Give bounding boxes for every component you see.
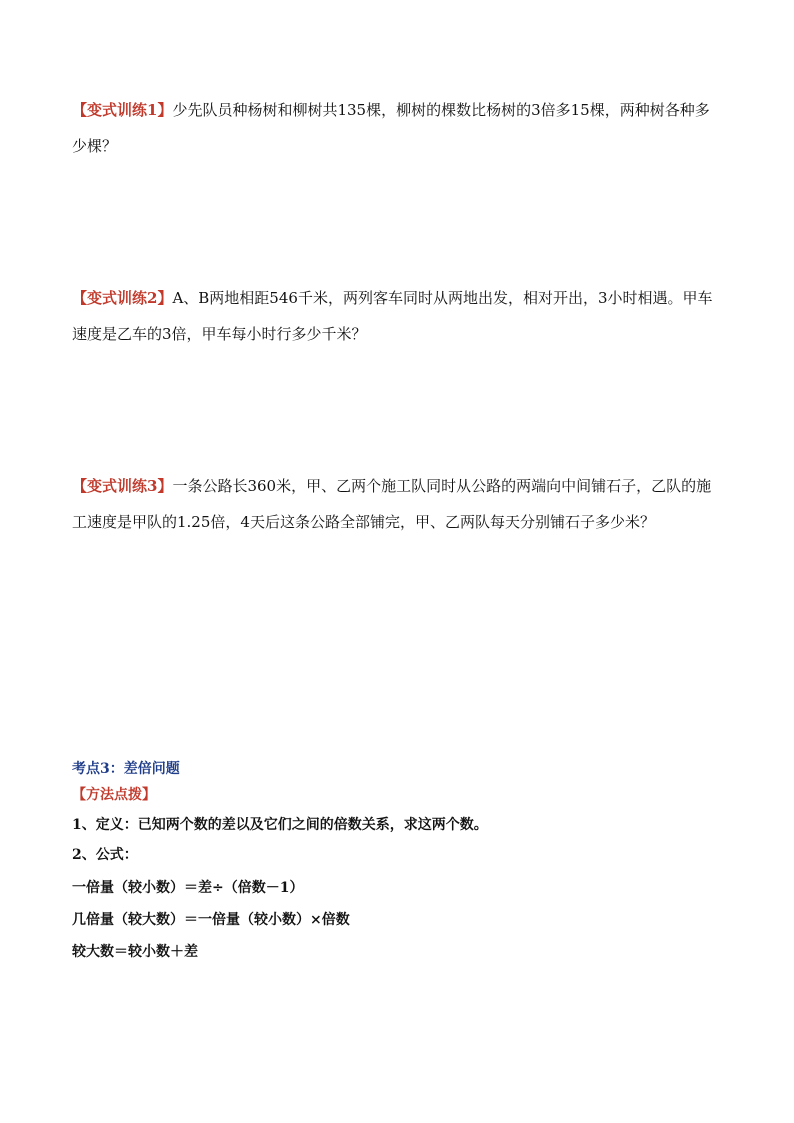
formula-line-2: 几倍量（较大数）＝一倍量（较小数）×倍数 bbox=[72, 912, 350, 928]
exercise-1-tag: 【变式训练1】 bbox=[72, 101, 173, 119]
exercise-2 bbox=[72, 280, 722, 352]
exercise-1-text: 少先队员种杨树和柳树共135棵，柳树的棵数比杨树的3倍多15棵，两种树各种多少棵？ bbox=[72, 101, 710, 155]
formula-line-1: 一倍量（较小数）＝差÷（倍数－1） bbox=[72, 880, 304, 896]
formula-line-3: 较大数＝较小数＋差 bbox=[72, 944, 198, 960]
exercise-2-tag: 【变式训练2】 bbox=[72, 289, 173, 307]
exercise-3-text: 一条公路长360米，甲、乙两个施工队同时从公路的两端向中间铺石子，乙队的施工速度是甲队的1.25倍，4天后这条公路全部铺完，甲、乙两队每天分别铺石子多少米？ bbox=[72, 477, 712, 531]
formula-label: 2、公式： bbox=[72, 847, 138, 863]
exercise-3 bbox=[72, 468, 722, 540]
section-difference-multiple bbox=[72, 756, 722, 968]
exercise-3-tag: 【变式训练3】 bbox=[72, 477, 173, 495]
exercise-1-paragraph bbox=[72, 92, 722, 164]
exercise-2-paragraph bbox=[72, 280, 722, 352]
definition-text: 1、定义：已知两个数的差以及它们之间的倍数关系，求这两个数。 bbox=[72, 817, 488, 833]
exercise-3-paragraph bbox=[72, 468, 722, 540]
exercise-2-text: A、B两地相距546千米，两列客车同时从两地出发，相对开出，3小时相遇。甲车速度是乙车的3倍，甲车每小时行多少千米？ bbox=[72, 289, 713, 343]
method-heading: 【方法点拨】 bbox=[72, 787, 156, 803]
exercise-1 bbox=[72, 92, 722, 164]
section-title: 考点3：差倍问题 bbox=[72, 761, 180, 777]
